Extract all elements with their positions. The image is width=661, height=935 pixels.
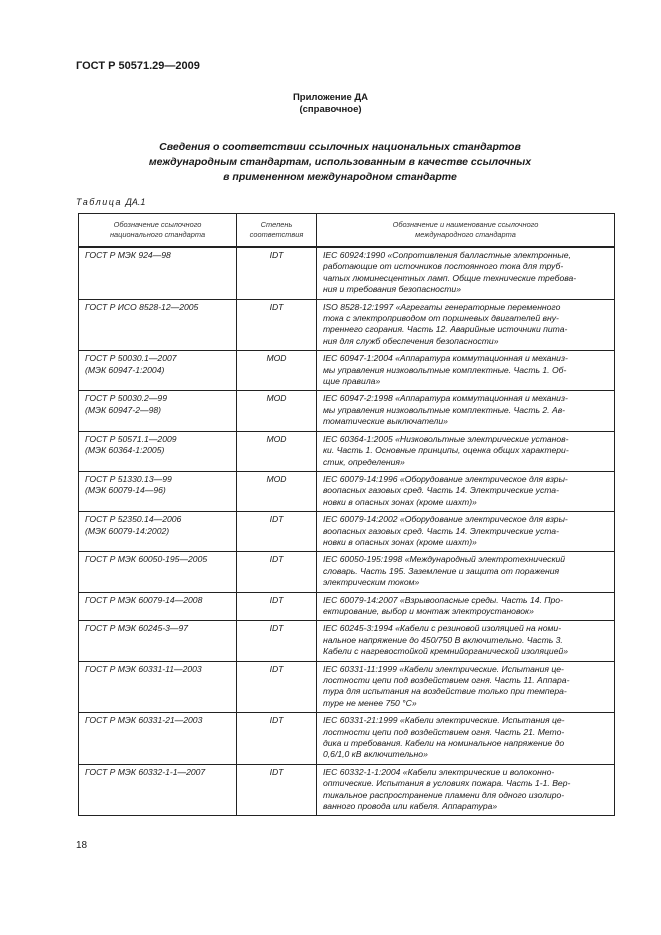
degree-cell: IDT (237, 552, 317, 592)
header-line: Обозначение ссылочного (113, 220, 202, 229)
national-standard-line: ГОСТ Р МЭК 60332-1-1—2007 (85, 766, 206, 777)
international-standard-line: новки в опасных зонах (кроме шахт)» (323, 536, 477, 547)
header-line: национального стандарта (109, 230, 206, 239)
international-standard-line: новки в опасных зонах (кроме шахт)» (323, 496, 477, 507)
national-standard-cell (79, 471, 237, 511)
table-row (79, 713, 615, 765)
national-standard-cell (79, 552, 237, 592)
reference-standards-table (78, 213, 615, 816)
annex-subtitle: (справочное) (299, 104, 362, 115)
international-standard-line: IEC 60331-21:1999 «Кабели электрические. Испытания це- (323, 715, 565, 726)
national-standard-line: ГОСТ Р МЭК 60331-21—2003 (85, 715, 203, 726)
degree-cell: MOD (237, 351, 317, 391)
international-standard-line: электрическим током» (323, 577, 420, 588)
table-row (79, 471, 615, 511)
table-row (79, 764, 615, 816)
international-standard-line: тикальное распространение пламени для одного изолиро- (323, 789, 565, 800)
international-standard-line: мы управления низковольтные комплектные. Часть 1. Об- (323, 364, 567, 375)
national-standard-cell (79, 713, 237, 765)
international-standard-cell (317, 431, 615, 471)
national-standard-line: ГОСТ Р 50030.2—99 (85, 393, 167, 404)
national-standard-cell (79, 621, 237, 661)
table-row (79, 247, 615, 299)
international-standard-line: лостности цепи под воздействием огня. Часть 11. Аппара- (323, 675, 570, 685)
international-standard-line: Кабели с нагревостойкой кремнийорганической изоляцией» (323, 646, 569, 657)
table-label-prefix: Таблица (76, 197, 123, 207)
national-standard-cell (79, 661, 237, 713)
document-code: ГОСТ Р 50571.29—2009 (76, 60, 200, 72)
international-standard-cell (317, 621, 615, 661)
international-standard-line: ванного провода или кабеля. Аппаратура» (323, 801, 498, 812)
international-standard-line: чатых люминесцентных ламп. Общие технические требова- (323, 272, 577, 283)
international-standard-line: томатические выключатели» (323, 416, 448, 427)
international-standard-line: воопасных газовых сред. Часть 14. Электрические уста- (323, 525, 559, 536)
header-international-standard (317, 214, 615, 248)
heading-line: международным стандартам, использованным в качестве ссылочных (148, 156, 532, 168)
national-standard-line: (МЭК 60364-1:2005) (85, 445, 165, 456)
national-standard-cell (79, 431, 237, 471)
national-standard-line: ГОСТ Р 52350.14—2006 (85, 514, 182, 525)
international-standard-line: туре не менее 750 °C» (323, 697, 417, 708)
international-standard-cell (317, 299, 615, 351)
degree-cell: IDT (237, 592, 317, 621)
international-standard-cell (317, 471, 615, 511)
table-body (79, 247, 615, 816)
national-standard-line: (МЭК 60947-2—98) (85, 404, 161, 415)
international-standard-line: IEC 60079-14:2002 «Оборудование электрическое для взры- (323, 514, 568, 525)
header-national-standard (79, 214, 237, 248)
international-standard-line: IEC 60079-14:1996 «Оборудование электрическое для взры- (323, 473, 568, 484)
international-standard-line: мы управления низковольтные комплектные. Часть 2. Ав- (323, 404, 566, 415)
national-standard-line: (МЭК 60079-14:2002) (85, 525, 170, 536)
degree-cell: IDT (237, 764, 317, 816)
national-standard-cell (79, 247, 237, 299)
international-standard-line: треннего сгорания. Часть 12. Аварийные источники пита- (323, 324, 568, 335)
international-standard-line: IEC 60364-1:2005 «Низковольтные электрические установ- (323, 433, 569, 444)
header-line: Обозначение и наименование ссылочного (392, 220, 539, 229)
international-standard-line: IEC 60947-2:1998 «Аппаратура коммутационная и механиз- (323, 393, 568, 404)
national-standard-cell (79, 391, 237, 431)
international-standard-line: 0,6/1,0 кВ включительно» (323, 749, 428, 760)
international-standard-line: щие правила» (323, 376, 381, 387)
international-standard-line: ISO 8528-12:1997 «Агрегаты генераторные переменного (323, 301, 561, 312)
international-standard-line: IEC 60332-1-1:2004 «Кабели электрические и волоконно- (323, 766, 555, 777)
national-standard-line: ГОСТ Р МЭК 60050-195—2005 (85, 554, 208, 565)
degree-cell: MOD (237, 471, 317, 511)
annex-heading (90, 140, 590, 185)
table-row (79, 431, 615, 471)
national-standard-line: ГОСТ Р ИСО 8528-12—2005 (85, 301, 199, 312)
international-standard-line: ния для служб обеспечения безопасности» (323, 335, 499, 346)
page-number: 18 (76, 840, 88, 851)
international-standard-cell (317, 552, 615, 592)
table-label (76, 197, 145, 207)
table-row (79, 661, 615, 713)
degree-cell: IDT (237, 621, 317, 661)
table-row (79, 552, 615, 592)
national-standard-line: ГОСТ Р МЭК 60079-14—2008 (85, 594, 203, 605)
international-standard-line: IEC 60079-14:2007 «Взрывоопасные среды. Часть 14. Про- (323, 594, 563, 605)
degree-cell: MOD (237, 391, 317, 431)
national-standard-cell (79, 592, 237, 621)
table-row (79, 621, 615, 661)
degree-cell: IDT (237, 661, 317, 713)
international-standard-line: словарь. Часть 195. Заземление и защита от поражения (323, 565, 560, 576)
degree-cell: IDT (237, 299, 317, 351)
national-standard-cell (79, 764, 237, 816)
international-standard-line: IEC 60924:1990 «Сопротивления балластные электронные, (323, 250, 571, 260)
table-row (79, 351, 615, 391)
table-row (79, 592, 615, 621)
national-standard-line: ГОСТ Р МЭК 924—98 (85, 250, 171, 260)
national-standard-line: ГОСТ Р 50030.1—2007 (85, 353, 177, 364)
international-standard-line: лостности цепи под воздействием огня. Часть 21. Мето- (323, 726, 565, 737)
degree-cell: MOD (237, 431, 317, 471)
national-standard-line: (МЭК 60079-14—96) (85, 485, 166, 496)
annex-title: Приложение ДА (292, 92, 369, 103)
international-standard-line: IEC 60050-195:1998 «Международный электротехнический (323, 554, 566, 565)
international-standard-line: дика и требования. Кабели на номинальное напряжение до (323, 738, 565, 749)
international-standard-cell (317, 713, 615, 765)
national-standard-line: ГОСТ Р 51330.13—99 (85, 473, 172, 484)
header-line: международного стандарта (415, 230, 516, 239)
national-standard-line: ГОСТ Р МЭК 60245-3—97 (85, 623, 189, 634)
degree-cell: IDT (237, 512, 317, 552)
international-standard-line: тока с электроприводом от поршневых двигателей вну- (323, 313, 559, 324)
international-standard-line: нальное напряжение до 450/750 В включительно. Часть 3. (323, 634, 563, 645)
international-standard-cell (317, 512, 615, 552)
international-standard-line: ния и требования безопасности» (323, 284, 461, 295)
international-standard-line: стик, определения» (323, 456, 405, 467)
national-standard-cell (79, 299, 237, 351)
header-line: Степень (260, 220, 293, 229)
table-row (79, 512, 615, 552)
heading-line: в примененном международном стандарте (223, 171, 457, 183)
international-standard-line: IEC 60331-11:1999 «Кабели электрические. Испытания це- (323, 663, 564, 674)
international-standard-cell (317, 661, 615, 713)
national-standard-cell (79, 512, 237, 552)
international-standard-cell (317, 351, 615, 391)
degree-cell: IDT (237, 247, 317, 299)
header-line: соответствия (249, 230, 304, 239)
international-standard-line: тура для испытания на воздействие только при темпера- (323, 686, 567, 697)
international-standard-line: ки. Часть 1. Основные принципы, оценка общих характери- (323, 445, 569, 456)
national-standard-line: (МЭК 60947-1:2004) (85, 364, 165, 375)
international-standard-line: работающие от источников постоянного тока для труб- (323, 261, 564, 272)
national-standard-cell (79, 351, 237, 391)
international-standard-line: воопасных газовых сред. Часть 14. Электрические уста- (323, 485, 559, 496)
degree-cell: IDT (237, 713, 317, 765)
international-standard-cell (317, 764, 615, 816)
table-label-number: ДА.1 (125, 197, 146, 207)
table-row (79, 391, 615, 431)
international-standard-cell (317, 247, 615, 299)
national-standard-line: ГОСТ Р 50571.1—2009 (85, 433, 177, 444)
international-standard-line: IEC 60947-1:2004 «Аппаратура коммутационная и механиз- (323, 353, 568, 364)
table-row (79, 299, 615, 351)
international-standard-line: оптические. Испытания в условиях пожара. Часть 1-1. Вер- (323, 778, 571, 789)
header-degree (237, 214, 317, 248)
heading-line: Сведения о соответствии ссылочных национальных стандартов (159, 141, 521, 153)
international-standard-line: ектирование, выбор и монтаж электроустановок» (323, 605, 534, 616)
international-standard-line: IEC 60245-3:1994 «Кабели с резиновой изоляцией на номи- (323, 623, 562, 634)
international-standard-cell (317, 391, 615, 431)
international-standard-cell (317, 592, 615, 621)
table-header-row (79, 214, 615, 248)
national-standard-line: ГОСТ Р МЭК 60331-11—2003 (85, 663, 202, 674)
